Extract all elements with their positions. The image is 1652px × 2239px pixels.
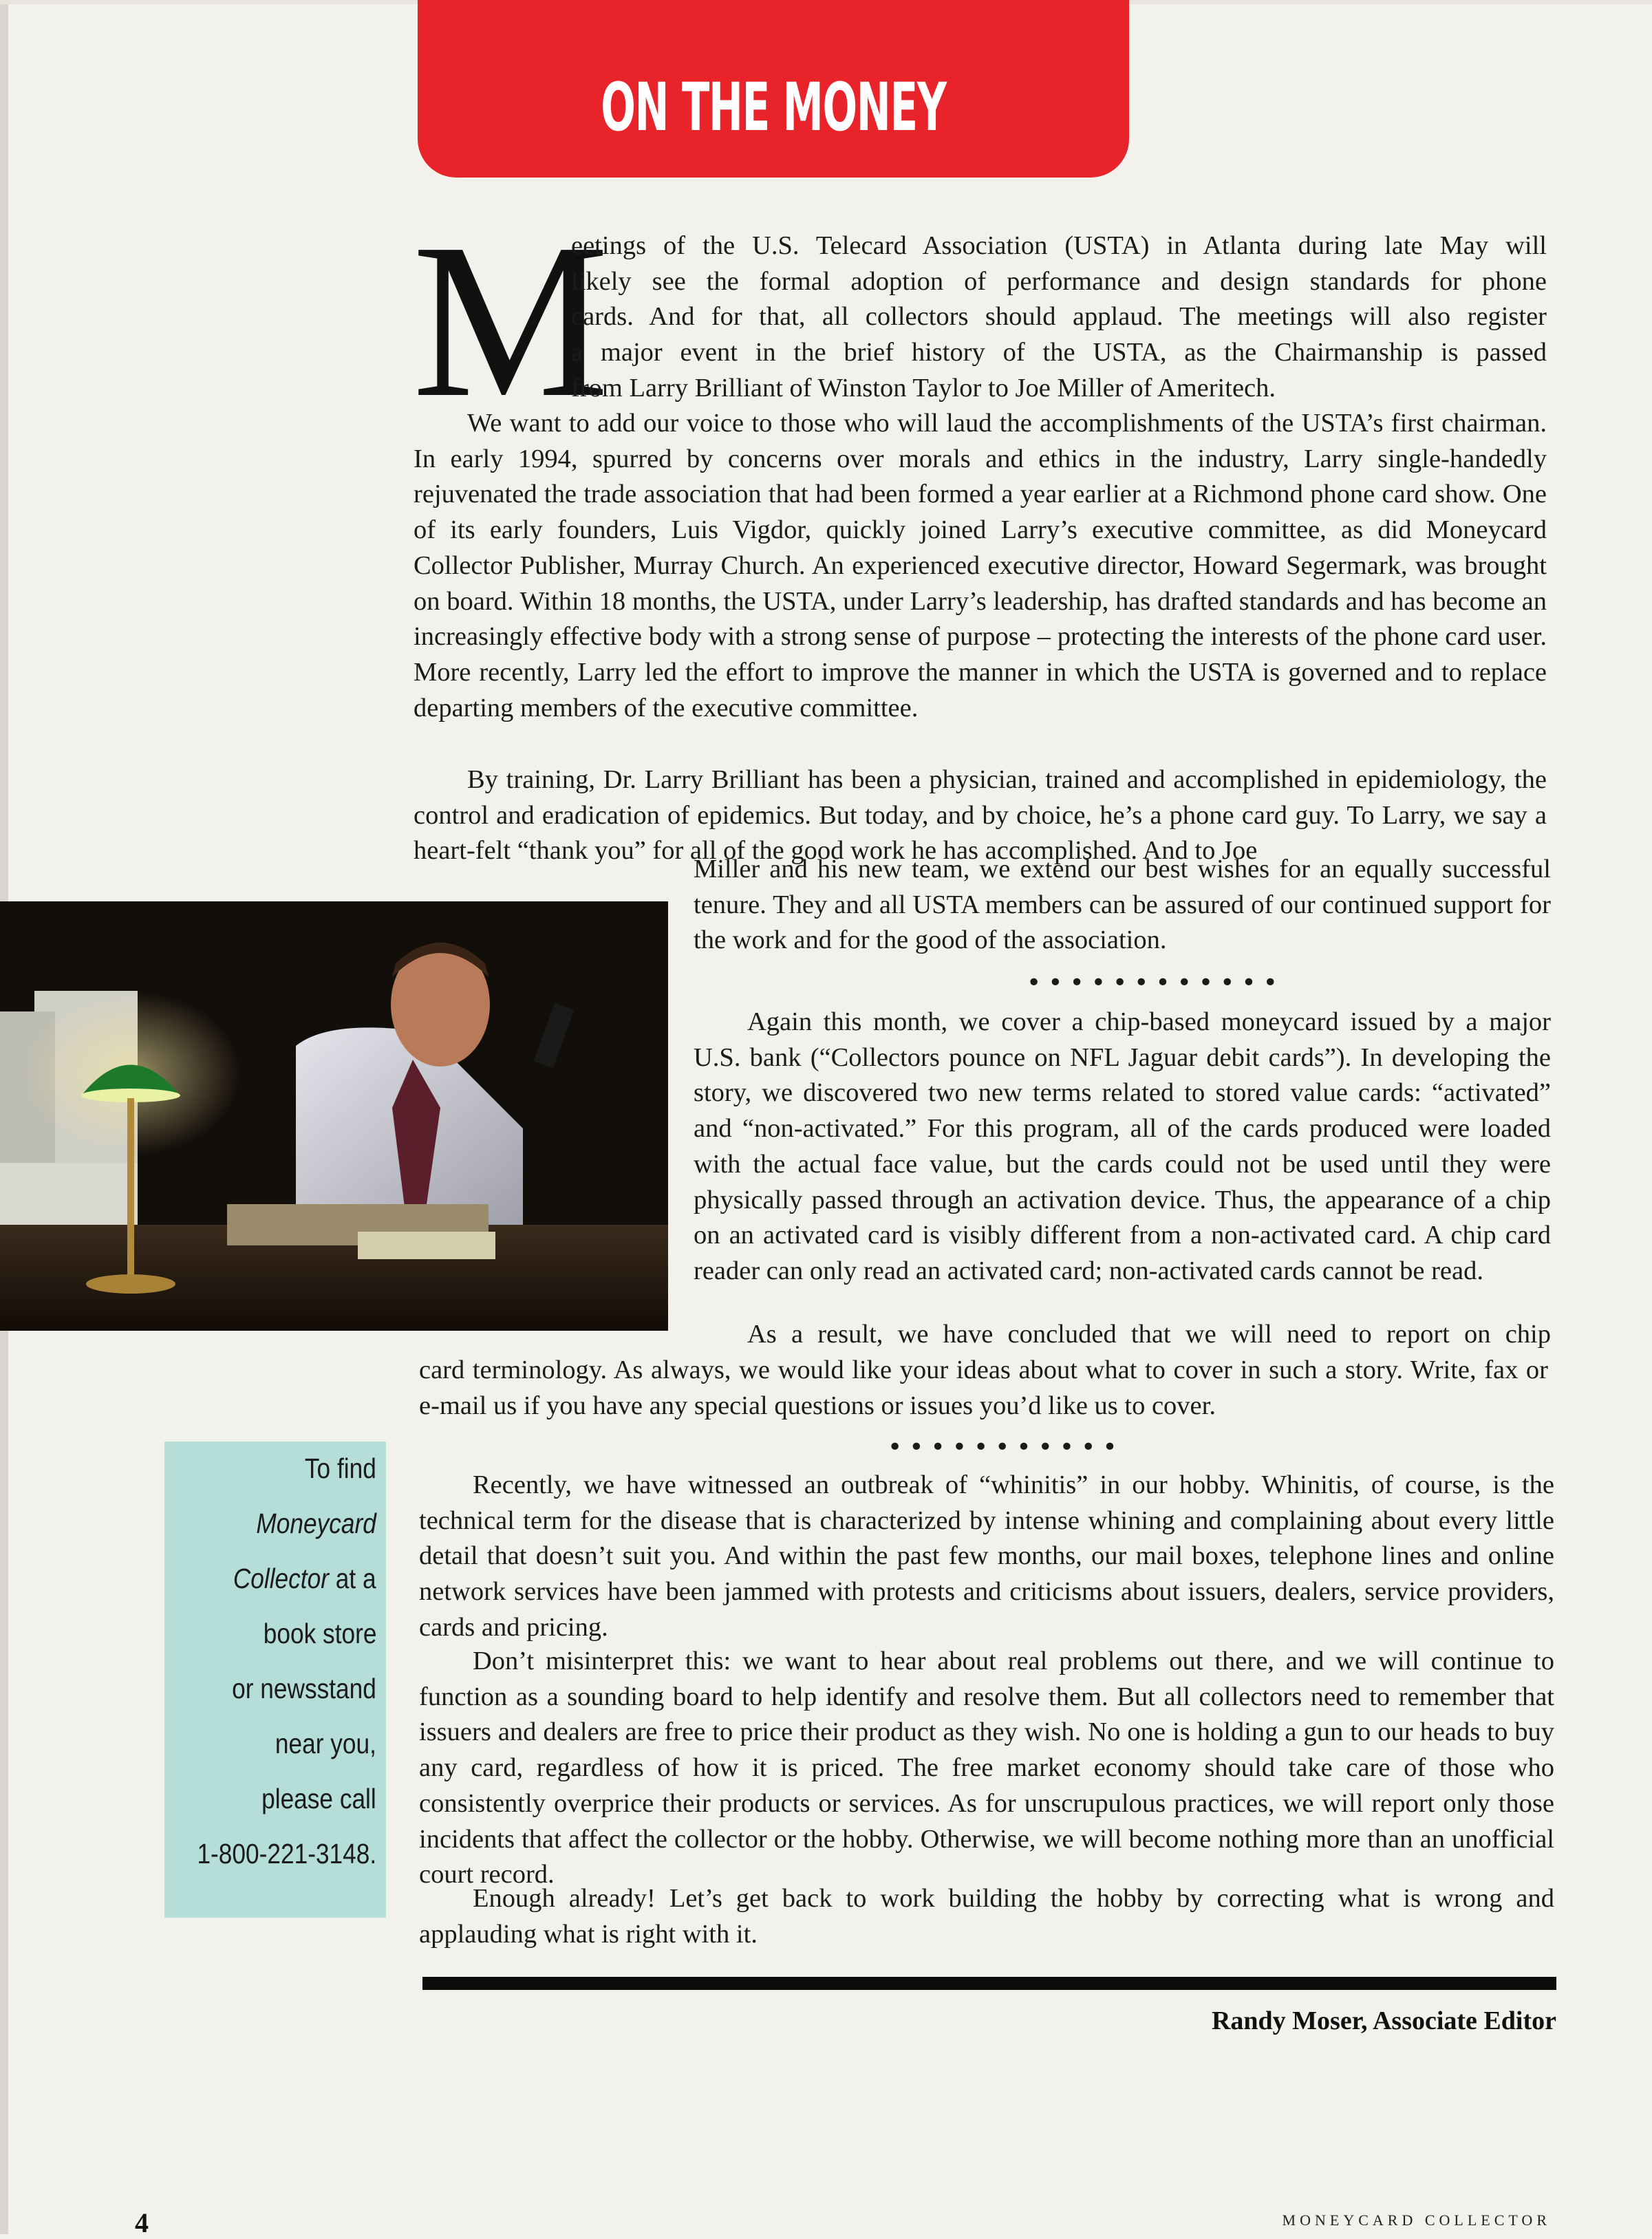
section-header-tab [418, 0, 1129, 178]
sidebar-line-6: near you, [275, 1728, 376, 1759]
sidebar-line-2: Moneycard [256, 1508, 376, 1539]
sidebar-callout [164, 1442, 386, 1918]
paragraph-whinitis: Recently, we have witnessed an outbreak of “whinitis” in our hobby. Whinitis, of course, is the technical term for the disease that is characterized by intense whining and complaining about every little detail that doesn’t suit you. And within the past few months, our mail boxes, telephone lines and online network services have been jammed with protests and criticisms about issuers, dealers, service providers, cards and pricing. [419, 1470, 1554, 1642]
section-separator: ••••••••••• [888, 1433, 1124, 1461]
running-footer: MONEYCARD COLLECTOR [1282, 2211, 1551, 2229]
sidebar-line-1: To find [305, 1453, 376, 1484]
sidebar-line-4: book store [263, 1618, 376, 1649]
editor-photo [0, 901, 668, 1331]
drop-cap: M [412, 197, 610, 443]
section-title: ON THE MONEY [601, 69, 946, 146]
sidebar-line-7: please call [261, 1783, 376, 1814]
paragraph-chip-terminology: card terminology. As always, we would like your ideas about what to cover in such a story. Write, fax or e-mail us if you have any special questions or issues you’d like us to cover. [419, 1356, 1548, 1420]
paragraph-usta-chairman: We want to add our voice to those who will laud the accomplishments of the USTA’s first chairman. In early 1994, spurred by concerns over morals and ethics in the industry, Larry single-handedly rejuvenated the trade association that had been formed a year earlier at a Richmond phone card show. One of its early founders, Luis Vigdor, quickly joined Larry’s executive committee, as did Moneycard Collector Publisher, Murray Church. An experienced executive director, Howard Segermark, was brought on board. Within 18 months, the USTA, under Larry’s leadership, has drafted standards and has become an increasingly effective body with a strong sense of purpose – protecting the interests of the phone card user. More recently, Larry led the effort to improve the manner in which the USTA is governed and to replace departing members of the executive committee. [414, 409, 1547, 722]
section-separator: •••••••••••• [1027, 969, 1285, 997]
paragraph-misinterpret: Don’t misinterpret this: we want to hear about real problems out there, and we will continue to function as a sounding board to help identify and resolve them. But all collectors need to remember that issuers and dealers are free to price their product as they wish. No one is holding a gun to our heads to buy any card, regardless of how it is priced. The free market economy should take care of those who consistently overprice their products or services. As for unscrupulous practices, we will report only those incidents that affect the collector or the hobby. Otherwise, we will become nothing more than an unofficial court record. [419, 1647, 1554, 1889]
paragraph-dr-brilliant: By training, Dr. Larry Brilliant has been a physician, trained and accomplished in epidemiology, the control and eradication of epidemics. But today, and by choice, he’s a phone card guy. To Larry, we say a heart-felt “thank you” for all of the good work he has accomplished. And to Joe [414, 765, 1547, 866]
intro-line-2: likely see the formal adoption of performance and design standards for phone [571, 266, 1547, 296]
page-number: 4 [135, 2207, 149, 2238]
paragraph-miller-team: Miller and his new team, we extend our best wishes for an equally successful tenure. They and all USTA members can be assured of our continued support for the work and for the good of the association. [694, 855, 1551, 955]
sidebar-line-3 [233, 1560, 376, 1597]
intro-line-4: a major event in the brief history of the USTA, as the Chairmanship is passed [571, 338, 1547, 367]
sidebar-line-5: or newsstand [232, 1673, 376, 1704]
intro-line-5: from Larry Brilliant of Winston Taylor to Joe Miller of Ameritech. [571, 373, 1276, 403]
sidebar-phone-number: 1-800-221-3148. [197, 1838, 376, 1870]
intro-line-1: eetings of the U.S. Telecard Association (USTA) in Atlanta during late May will [571, 231, 1547, 260]
byline: Randy Moser, Associate Editor [1211, 2006, 1556, 2035]
paragraph-result-line: As a result, we have concluded that we will need to report on chip [747, 1320, 1551, 1349]
closing-rule [422, 1977, 1556, 1990]
intro-line-3: cards. And for that, all collectors should applaud. The meetings will also register [571, 302, 1547, 332]
intro-paragraph [571, 228, 1547, 407]
paragraph-chip-moneycard: Again this month, we cover a chip-based moneycard issued by a major U.S. bank (“Collectors pounce on NFL Jaguar debit cards”). In developing the story, we discovered two new terms related to stored value cards: “activated” and “non-activated.” For this program, all of the cards produced were loaded with the actual face value, but the cards could not be used until they were physically passed through an activation device. Thus, the appearance of a chip on an activated card is visibly different from a non-activated card. A chip card reader can only read an activated card; non-activated cards cannot be read. [694, 1007, 1551, 1285]
sidebar-line-3-rest: at a [329, 1563, 376, 1594]
sidebar-publication-name: Collector [233, 1563, 330, 1594]
paragraph-enough-already: Enough already! Let’s get back to work building the hobby by correcting what is wrong and applauding what is right with it. [419, 1884, 1554, 1949]
